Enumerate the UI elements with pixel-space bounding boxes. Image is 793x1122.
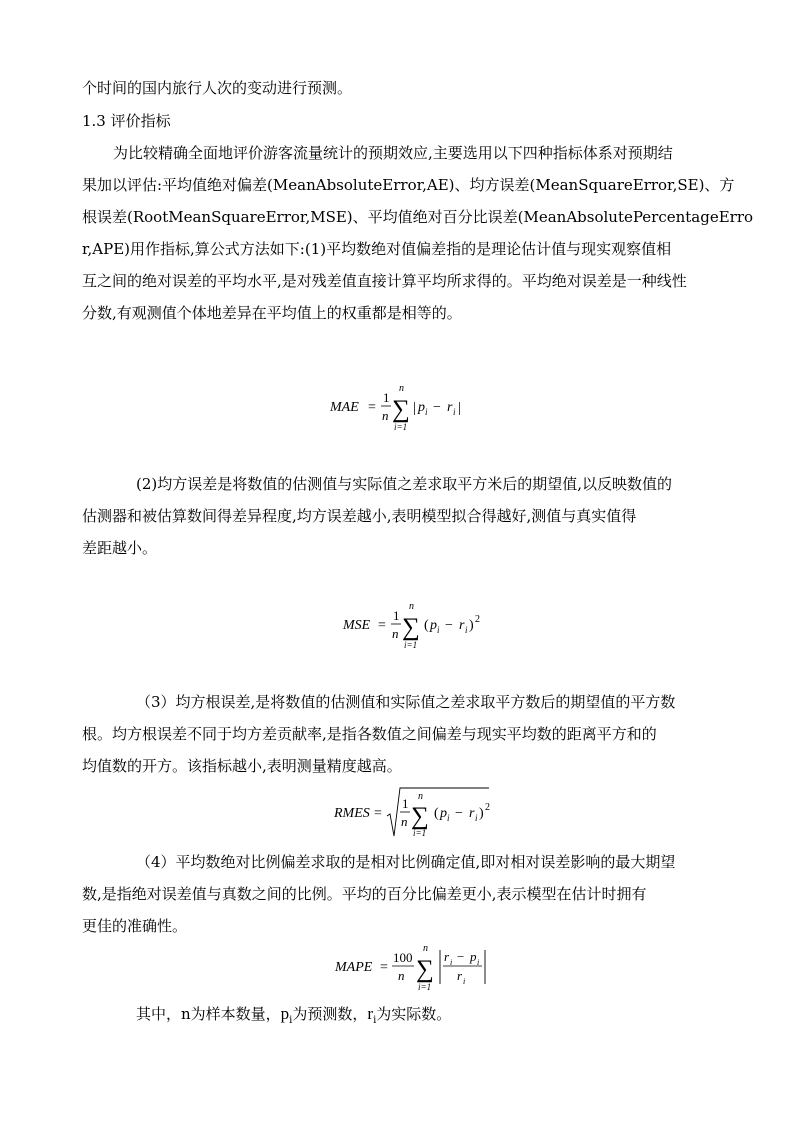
text-line: 互之间的绝对误差的平均水平,是对残差值直接计算平均所求得的。平均绝对误差是一种线性 <box>82 272 687 290</box>
subscript-i: i <box>450 958 453 967</box>
minus-sign: − <box>455 806 463 821</box>
definition-text: 其中，n为样本数量， <box>136 1005 281 1023</box>
subscript-i: i <box>475 813 478 823</box>
text-line: r,APE)用作指标,算公式方法如下:(1)平均数绝对值偏差指的是理论估计值与现实观察值相 <box>82 240 672 258</box>
sum-upper: n <box>423 943 428 954</box>
var-r: r <box>444 949 450 964</box>
left-paren: ( <box>434 806 439 821</box>
text-line: 均值数的开方。该指标越小,表明测量精度越高。 <box>82 757 402 775</box>
variable-definition-line <box>136 1004 451 1031</box>
sum-upper: n <box>399 383 404 394</box>
var-r-symbol: r <box>367 1004 374 1023</box>
mape-lhs: MAPE <box>335 960 373 975</box>
mse-lhs: MSE <box>343 618 371 633</box>
text-line: (2)均方误差是将数值的估测值与实际值之差求取平方米后的期望值,以反映数值的 <box>136 475 673 493</box>
sum-symbol: ∑ <box>402 614 420 641</box>
var-p-symbol: p <box>280 1004 290 1023</box>
section-heading: 1.3 评价指标 <box>82 112 171 130</box>
text-line: 差距越小。 <box>82 539 158 557</box>
sum-lower: i=1 <box>404 640 418 650</box>
abs-bar-right: | <box>458 400 462 416</box>
right-paren: ) <box>479 806 484 821</box>
fraction-denominator: n <box>401 814 408 829</box>
sum-upper: n <box>409 601 414 612</box>
var-p: p <box>430 618 437 633</box>
fraction-numerator: 1 <box>402 796 409 811</box>
subscript-i: i <box>437 625 440 635</box>
equals-sign: = <box>378 618 386 633</box>
sum-symbol: ∑ <box>411 803 429 830</box>
left-paren: ( <box>424 618 429 633</box>
equals-sign: = <box>380 960 388 975</box>
sum-lower: i=1 <box>413 828 427 838</box>
superscript-2: 2 <box>475 614 480 625</box>
superscript-2: 2 <box>485 802 490 813</box>
mse-formula <box>343 598 493 658</box>
var-p: p <box>440 806 447 821</box>
mae-formula <box>330 380 480 440</box>
sum-lower: i=1 <box>418 982 432 992</box>
definition-text: 为预测数， <box>292 1005 368 1023</box>
var-r: r <box>469 806 475 821</box>
subscript-i: i <box>373 1015 377 1026</box>
subscript-i: i <box>447 813 450 823</box>
subscript-i: i <box>425 407 428 417</box>
var-r: r <box>459 618 465 633</box>
var-r: r <box>447 400 453 415</box>
sum-lower: i=1 <box>394 422 408 432</box>
sum-symbol: ∑ <box>392 396 410 423</box>
rmes-lhs: RMES <box>334 806 370 821</box>
fraction-numerator: 1 <box>393 608 400 623</box>
text-line: 果加以评估:平均值绝对偏差(MeanAbsoluteError,AE)、均方误差(MeanSquareError,SE)、方 <box>82 176 735 194</box>
var-r: r <box>457 968 463 983</box>
minus-sign: − <box>433 400 441 415</box>
fraction-numerator: 100 <box>393 950 413 965</box>
definition-text: 为实际数。 <box>376 1005 452 1023</box>
fraction-numerator: 1 <box>383 390 390 405</box>
subscript-i: i <box>289 1015 293 1026</box>
mape-formula <box>335 940 495 1000</box>
rmes-formula <box>334 786 504 846</box>
subscript-i: i <box>463 977 466 986</box>
fraction-denominator: n <box>398 968 405 983</box>
minus-sign: − <box>445 618 453 633</box>
var-p: p <box>418 400 425 415</box>
text-line: 更佳的准确性。 <box>82 917 188 935</box>
fraction-denominator: n <box>382 408 389 423</box>
text-line: 根误差(RootMeanSquareError,MSE)、平均值绝对百分比误差(MeanAbsolutePercentageErro <box>82 208 754 226</box>
sum-upper: n <box>418 791 423 802</box>
text-line: 个时间的国内旅行人次的变动进行预测。 <box>82 79 353 97</box>
minus-sign: − <box>457 949 465 964</box>
abs-bar-left: | <box>413 400 417 416</box>
sum-symbol: ∑ <box>416 956 434 983</box>
text-line: （3）均方根误差,是将数值的估测值和实际值之差求取平方数后的期望值的平方数 <box>136 693 676 711</box>
text-line: 数,是指绝对误差值与真数之间的比例。平均的百分比偏差更小,表示模型在估计时拥有 <box>82 885 647 903</box>
text-line: （4）平均数绝对比例偏差求取的是相对比例确定值,即对相对误差影响的最大期望 <box>136 853 676 871</box>
text-line: 根。均方根误差不同于均方差贡献率,是指各数值之间偏差与现实平均数的距离平方和的 <box>82 725 657 743</box>
equals-sign: = <box>374 806 382 821</box>
fraction-denominator: n <box>392 626 399 641</box>
right-paren: ) <box>469 618 474 633</box>
text-line: 为比较精确全面地评价游客流量统计的预期效应,主要选用以下四种指标体系对预期结 <box>113 144 673 162</box>
equals-sign: = <box>368 400 376 415</box>
text-line: 分数,有观测值个体地差异在平均值上的权重都是相等的。 <box>82 304 462 322</box>
text-line: 估测器和被估算数间得差异程度,均方误差越小,表明模型拟合得越好,测值与真实值得 <box>82 507 637 525</box>
var-p: p <box>470 949 477 964</box>
subscript-i: i <box>453 407 456 417</box>
subscript-i: i <box>477 958 480 967</box>
subscript-i: i <box>465 625 468 635</box>
mae-lhs: MAE <box>330 400 359 415</box>
